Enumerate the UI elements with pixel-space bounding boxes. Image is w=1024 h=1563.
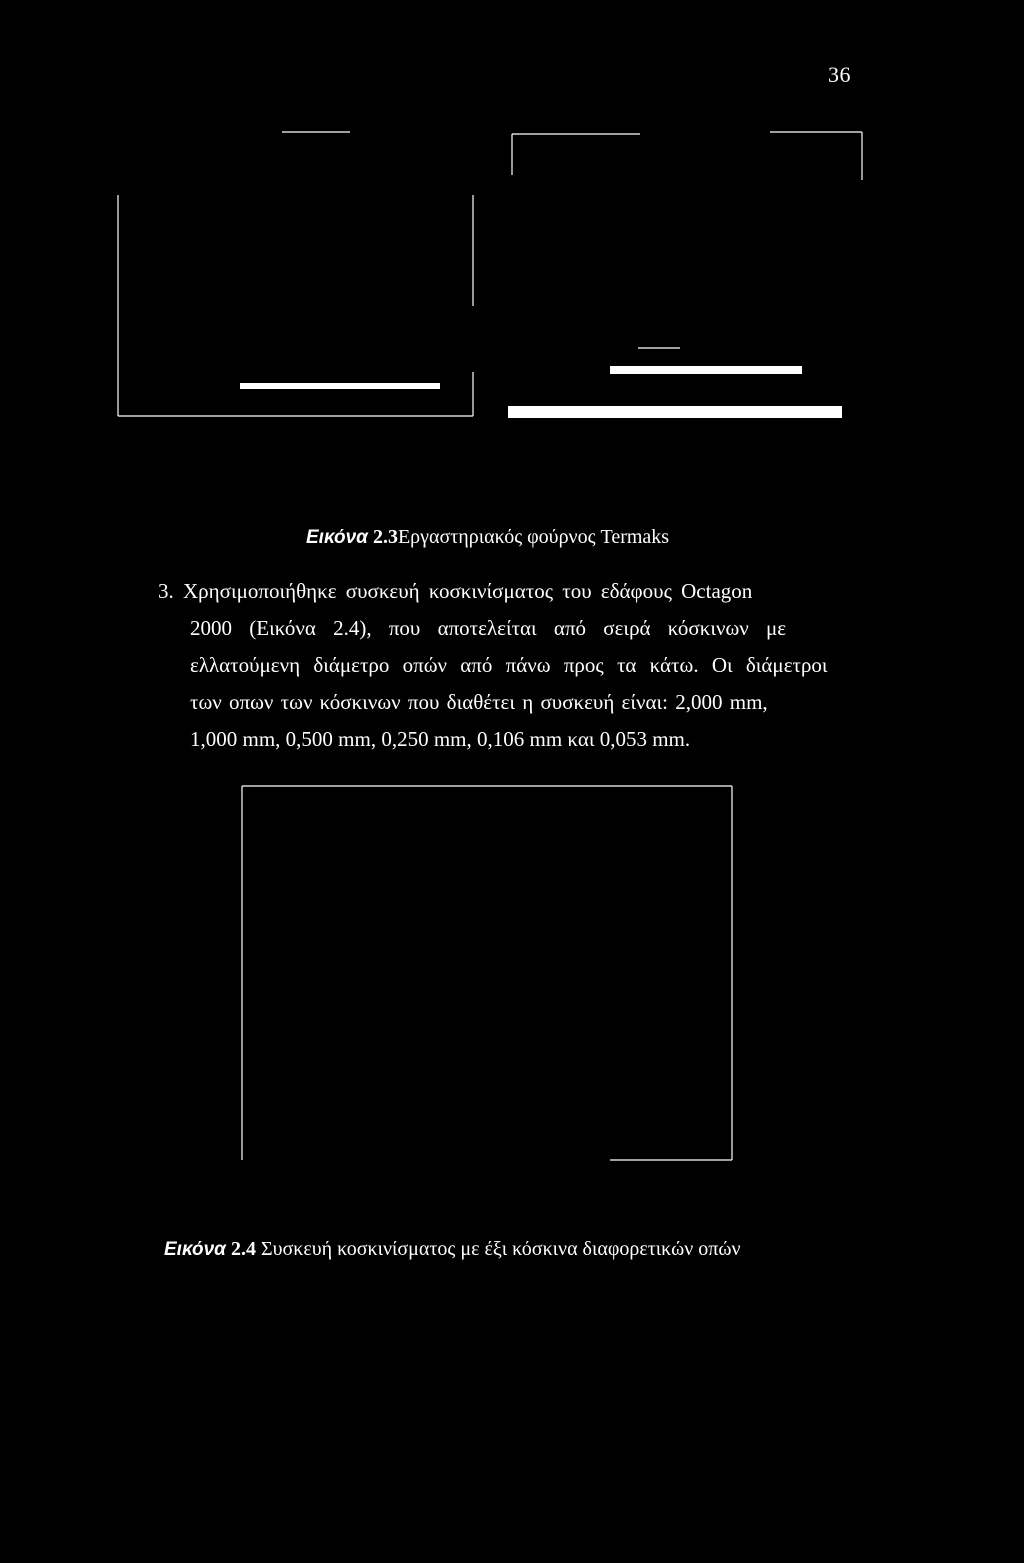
figure-caption bbox=[306, 526, 669, 549]
caption-label: Εικόνα bbox=[164, 1239, 226, 1260]
caption-number: 2.3 bbox=[372, 526, 398, 548]
caption-text: Εργαστηριακός φούρνος Termaks bbox=[397, 526, 670, 548]
oven-shelf bbox=[240, 383, 440, 389]
paragraph-line: ελλατούμενη διάμετρο οπών από πάνω προς τα κάτω. Οι διάμετροι bbox=[190, 653, 828, 677]
oven-shelf bbox=[508, 406, 842, 418]
paragraph-line: των οπων των κόσκινων που διαθέτει η συσκευή είναι: 2,000 mm, bbox=[190, 690, 768, 714]
paragraph-line: 2000 (Εικόνα 2.4), που αποτελείται από σειρά κόσκινων με bbox=[190, 616, 787, 640]
caption-label: Εικόνα bbox=[306, 527, 368, 548]
caption-text: Συσκευή κοσκινίσματος με έξι κόσκινα διαφορετικών οπών bbox=[255, 1238, 741, 1260]
paragraph-line: 3. Χρησιμοποιήθηκε συσκευή κοσκινίσματος του εδάφους Octagon bbox=[158, 579, 753, 603]
body-paragraph bbox=[156, 573, 856, 758]
sieve-shaker-photo bbox=[232, 780, 742, 1170]
caption-number: 2.4 bbox=[230, 1238, 256, 1260]
figure-caption bbox=[164, 1238, 741, 1261]
lab-oven-photo bbox=[110, 120, 880, 440]
page-number: 36 bbox=[828, 62, 851, 87]
paragraph-line: 1,000 mm, 0,500 mm, 0,250 mm, 0,106 mm και 0,053 mm. bbox=[190, 727, 691, 751]
oven-shelf bbox=[610, 366, 802, 374]
